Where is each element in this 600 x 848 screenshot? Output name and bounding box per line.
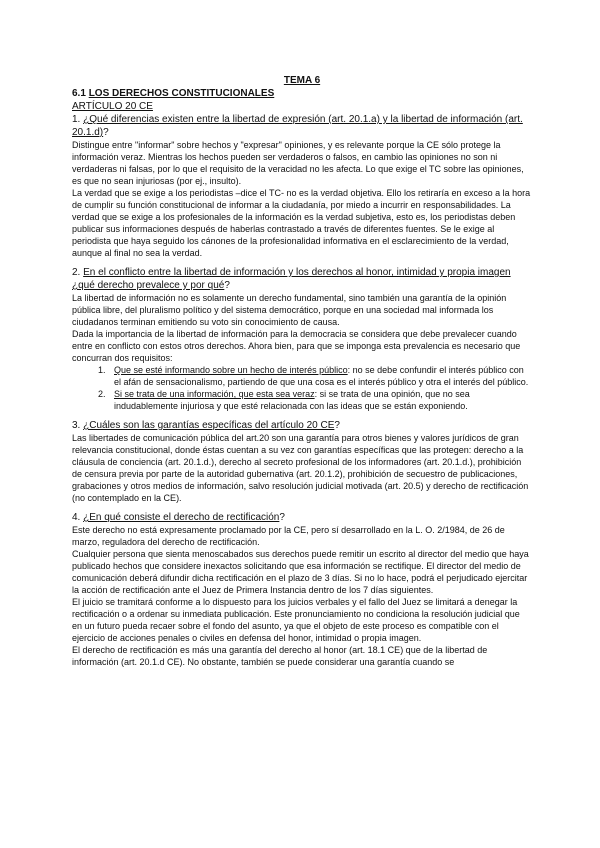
section-heading: [72, 87, 532, 100]
question-2: [72, 266, 532, 292]
question-text: ¿Qué diferencias existen entre la libertad de expresión (art. 20.1.a) y la libertad de información (art. 20.1.d): [72, 114, 523, 138]
document-page: [72, 74, 532, 668]
question-mark: ?: [224, 280, 230, 291]
section-label: LOS DERECHOS CONSTITUCIONALES: [88, 88, 275, 99]
paragraph: El derecho de rectificación es más una garantía del derecho al honor (art. 18.1 CE) que de la libertad de información (art. 20.1.d CE). No obstante, también se puede considerar una garantía cuando se: [72, 645, 488, 667]
requirement-title: Que se esté informando sobre un hecho de interés público: [114, 365, 348, 375]
question-mark: ?: [334, 420, 340, 431]
paragraph: Este derecho no está expresamente proclamado por la CE, pero sí desarrollado en la L. O. 2/1984, de 26 de marzo, reguladora del derecho de rectificación.: [72, 525, 505, 547]
article-heading: ARTÍCULO 20 CE: [72, 101, 153, 112]
question-number: 3.: [72, 420, 81, 431]
question-mark: ?: [103, 127, 109, 138]
question-text: ¿En qué consiste el derecho de rectificación: [83, 512, 280, 523]
question-number: 1.: [72, 114, 81, 125]
paragraph: Cualquier persona que sienta menoscabados sus derechos puede remitir un escrito al director del medio que haya publicado hechos que considere inexactos solicitando que esa información se rectifique. El director del medio de comunicación deberá difundir dicha rectificación en el plazo de 3 días. Si no lo hace, podrá el perjudicado ejercitar la acción de rectificación ante el Juez de Primera Instancia dentro de los 7 días siguientes.: [72, 549, 529, 595]
question-mark: ?: [279, 512, 285, 523]
requirements-list: [72, 364, 532, 412]
list-item: [108, 388, 532, 412]
paragraph: Distingue entre "informar" sobre hechos y "expresar" opiniones, y es relevante porque la CE sólo protege la información veraz. Mientras los hechos pueden ser verdaderos o falsos, en cambio las opiniones no son ni verdaderas ni falsas, por lo que el requisito de la veracidad no les afecta. Lo que exige el TC sobre las opiniones, es que no sean injuriosas (por ej., insulto).: [72, 140, 524, 186]
question-3: [72, 419, 532, 432]
paragraph: El juicio se tramitará conforme a lo dispuesto para los juicios verbales y el fallo del Juez se limitará a denegar la rectificación o a ordenar su inmediata publicación. Este pronunciamiento no condiciona la resolución judicial que en un futuro pueda recaer sobre el fondo del asunto, ya que el objeto de este proceso es compatible con el ejercicio de acciones penales o civiles en defensa del honor, intimidad o propia imagen.: [72, 597, 520, 643]
requirement-title: Si se trata de una información, que esta sea veraz: [114, 389, 315, 399]
question-number: 4.: [72, 512, 81, 523]
list-item: [108, 364, 532, 388]
paragraph: La verdad que se exige a los periodistas –dice el TC- no es la verdad objetiva. Ello los retiraría en exceso a la hora de cumplir su función constitucional de informar a la ciudadanía, por miedo a incurrir en responsabilidades. La verdad que se exige a los profesionales de la información es la verdad subjetiva, esto es, los periodistas deben publicar sus informaciones después de haberlas contrastado a través de diferentes fuentes. Se le exige al periodista que haya seguido los cánones de la profesionalidad informativa en el esclarecimiento de la verdad, aunque al final no sea la verdad.: [72, 188, 531, 258]
requirement-text: : si se trata de una opinión, que no sea indudablemente injuriosa y que esté relacionada con las ideas que se están exponiendo.: [114, 389, 470, 411]
section-number: 6.1: [72, 88, 86, 99]
document-title: TEMA 6: [283, 75, 321, 86]
question-1: [72, 113, 532, 139]
requirement-text: : no se debe confundir el interés público con el afán de sensacionalismo, partiendo de que una cosa es el interés público y otra el interés del público.: [114, 365, 529, 387]
question-4: [72, 511, 532, 524]
question-text: ¿Cuáles son las garantías específicas del artículo 20 CE: [83, 420, 335, 431]
question-number: 2.: [72, 267, 81, 278]
paragraph: Dada la importancia de la libertad de información para la democracia se considera que debe prevalecer cuando entre en conflicto con estos otros derechos. Ahora bien, para que se imponga esta prevalencia es necesario que concurran dos requisitos:: [72, 329, 521, 363]
paragraph: La libertad de información no es solamente un derecho fundamental, sino también una garantía de la opinión pública libre, del pluralismo político y del sistema democrático, porque en una sociedad mal informada los ciudadanos terminan emitiendo su voto sin conocimiento de causa.: [72, 293, 507, 327]
question-text: En el conflicto entre la libertad de información y los derechos al honor, intimidad y propia imagen ¿qué derecho prevalece y por qué: [72, 267, 511, 291]
paragraph: Las libertades de comunicación pública del art.20 son una garantía para otros bienes y valores jurídicos de gran relevancia constitucional, donde éstas cuentan a su vez con garantías específicas que las protegen: derecho a la cláusula de conciencia (art. 20.1.d.), derecho al secreto profesional de los informadores (art. 20.1.d.), prohibición de censura previa por parte de la autoridad gubernativa (art. 20.1.2), prohibición de secuestro de publicaciones, grabaciones y otros medios de información, salvo resolución judicial motivada (art. 20.5) y derecho de rectificación (no contemplado en la CE).: [72, 433, 529, 503]
